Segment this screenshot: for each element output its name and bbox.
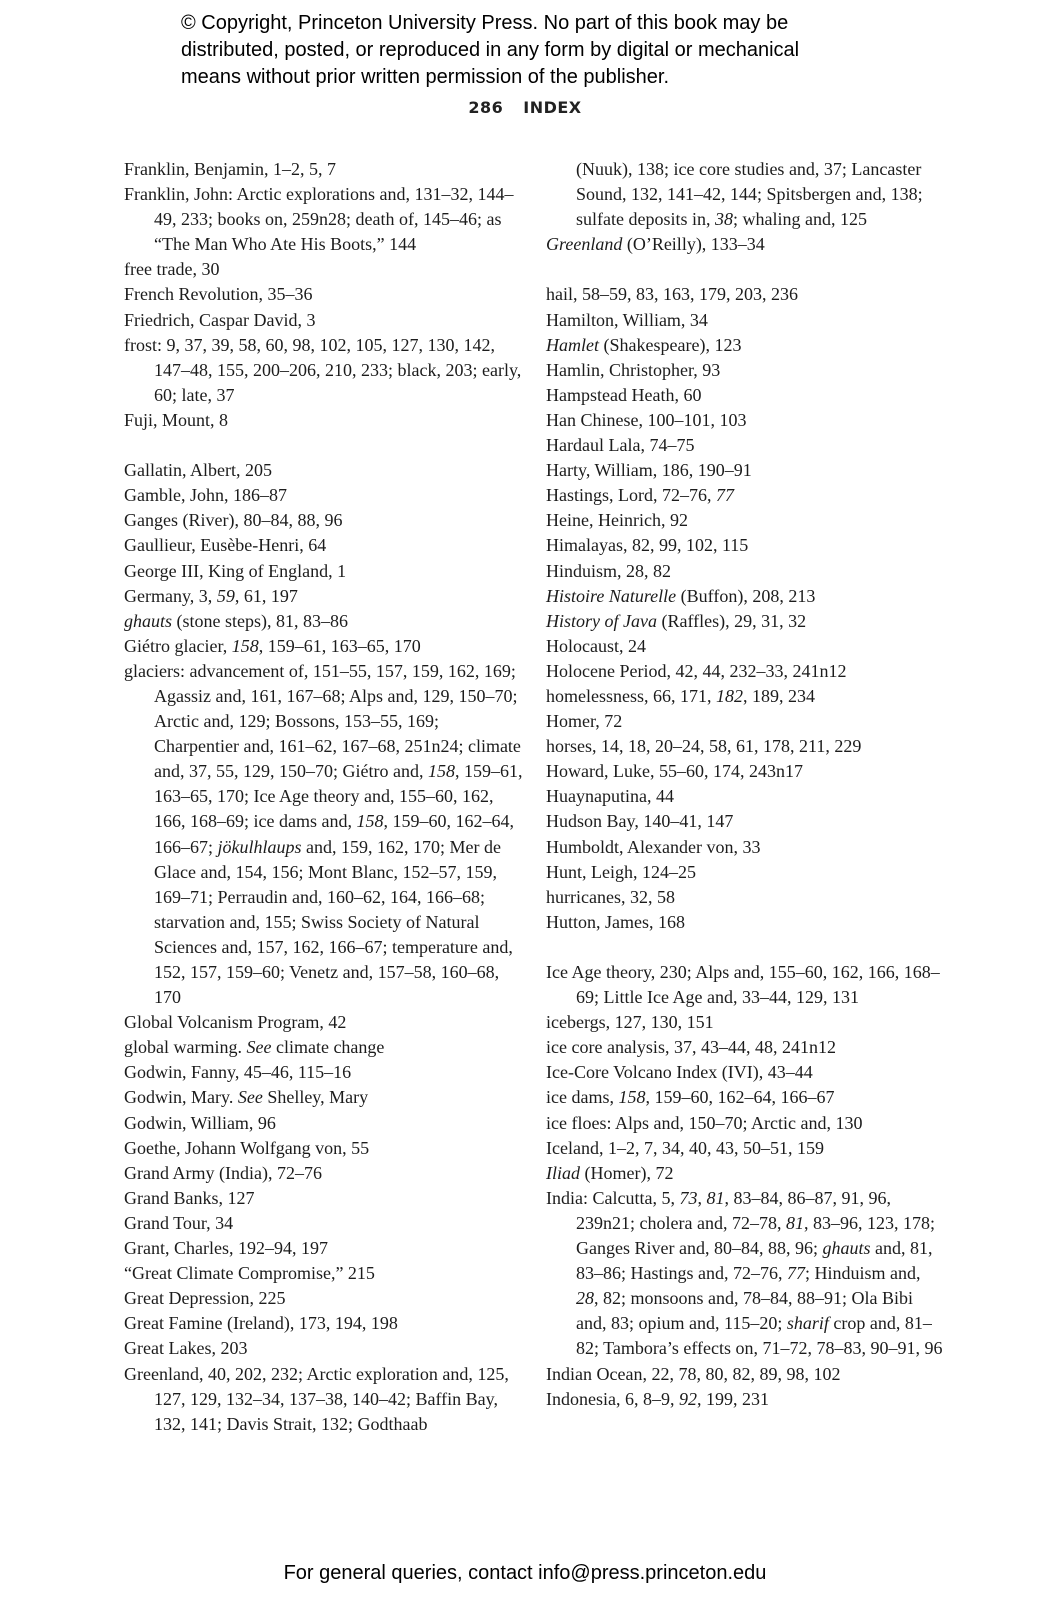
index-entry [124, 1286, 524, 1311]
italic-segment: 182 [716, 685, 743, 706]
text-segment: homelessness, 66, 171, [546, 685, 716, 706]
text-segment: Ice Age theory, 230; Alps and, 155–60, 162, 166, 168–69; Little Ice Age and, 33–44, 129, 131 [546, 962, 940, 1008]
text-segment: Godwin, William, 96 [124, 1112, 276, 1133]
index-entry [124, 1311, 524, 1336]
text-segment: horses, 14, 18, 20–24, 58, 61, 178, 211, 229 [546, 736, 862, 757]
copyright-notice [181, 10, 941, 91]
text-segment: crop and, 81–82; Tambora’s effects on, 71–72, 78–83, 90–91, 96 [576, 1313, 943, 1359]
index-entry [124, 333, 524, 408]
section-title: INDEX [523, 98, 582, 117]
index-entry [124, 308, 524, 333]
text-segment: Ice-Core Volcano Index (IVI), 43–44 [546, 1062, 813, 1083]
index-entry [124, 182, 524, 257]
footer-contact: For general queries, contact info@press.princeton.edu [283, 1562, 767, 1584]
text-segment: icebergs, 127, 130, 151 [546, 1012, 714, 1033]
index-entry [546, 1362, 946, 1387]
text-segment: Friedrich, Caspar David, 3 [124, 309, 316, 330]
italic-segment: ghauts [124, 610, 173, 631]
text-segment: Godwin, Fanny, 45–46, 115–16 [124, 1062, 352, 1083]
index-entry [124, 1336, 524, 1361]
italic-segment: ghauts [822, 1238, 871, 1259]
text-segment: Grand Tour, 34 [124, 1212, 234, 1233]
index-entry [124, 584, 524, 609]
running-head [0, 98, 1050, 117]
index-entry [546, 1161, 946, 1186]
index-entry [124, 533, 524, 558]
text-segment: Himalayas, 82, 99, 102, 115 [546, 535, 749, 556]
italic-segment: 59 [216, 585, 235, 606]
letter-group-gap [546, 935, 946, 960]
text-segment: (Raffles), 29, 31, 32 [656, 610, 807, 631]
text-segment: frost: 9, 37, 39, 58, 60, 98, 102, 105, 127, 130, 142, 147–48, 155, 200–206, 210, 233; black, 203; early, 60; late, 37 [124, 334, 522, 405]
text-segment: Franklin, Benjamin, 1–2, 5, 7 [124, 159, 336, 179]
index-entry [124, 257, 524, 282]
text-segment: (Homer), 72 [580, 1162, 674, 1183]
index-entry [546, 282, 946, 307]
italic-segment: See [246, 1037, 272, 1058]
text-segment: , 159–61, 163–65, 170 [258, 635, 421, 656]
text-segment: hurricanes, 32, 58 [546, 886, 675, 907]
text-segment: , 159–61, 163–65, 170; Ice Age theory and, 155–60, 162, 166, 168–69; ice dams and, [154, 761, 523, 832]
index-entry [546, 860, 946, 885]
index-entry [546, 408, 946, 433]
text-segment: Hamilton, William, 34 [546, 309, 708, 330]
letter-group-gap [546, 257, 946, 282]
text-segment: Hastings, Lord, 72–76, [546, 485, 716, 506]
index-entry [546, 1387, 946, 1412]
text-segment: , 199, 231 [696, 1388, 769, 1409]
index-entry [546, 885, 946, 910]
index-entry [546, 1085, 946, 1110]
index-entry [124, 1261, 524, 1286]
italic-segment: 77 [787, 1263, 805, 1284]
text-segment: , 83–96, 123, 178; Ganges River and, 80–84, 88, 96; [576, 1212, 935, 1259]
text-segment: Gamble, John, 186–87 [124, 485, 287, 506]
text-segment: Homer, 72 [546, 711, 623, 732]
index-entry [546, 358, 946, 383]
index-entry [546, 559, 946, 584]
index-entry [546, 835, 946, 860]
italic-segment: History of Java [546, 610, 657, 631]
index-entry [546, 784, 946, 809]
index-entry [124, 157, 524, 182]
text-segment: climate change [271, 1037, 385, 1058]
index-entry [546, 383, 946, 408]
italic-segment: Greenland [546, 234, 623, 255]
text-segment: ice dams, [546, 1087, 619, 1108]
italic-segment: 73 [679, 1187, 698, 1208]
index-entry [546, 634, 946, 659]
index-column-right [546, 157, 946, 1412]
index-entry [546, 1035, 946, 1060]
index-entry [124, 1111, 524, 1136]
index-entry [124, 458, 524, 483]
text-segment: Hampstead Heath, 60 [546, 384, 702, 405]
text-segment: Godwin, Mary. [124, 1087, 238, 1108]
index-entry [546, 684, 946, 709]
index-entry [124, 634, 524, 659]
text-segment: Grand Army (India), 72–76 [124, 1162, 322, 1183]
text-segment: , 159–60, 162–64, 166–67 [645, 1087, 835, 1108]
text-segment: “Great Climate Compromise,” 215 [124, 1263, 375, 1284]
copyright-line: © Copyright, Princeton University Press. No part of this book may be [181, 12, 789, 34]
text-segment: Harty, William, 186, 190–91 [546, 460, 752, 481]
index-entry [546, 1010, 946, 1035]
index-entry [546, 584, 946, 609]
text-segment: ice core analysis, 37, 43–44, 48, 241n12 [546, 1037, 836, 1058]
text-segment: French Revolution, 35–36 [124, 284, 313, 305]
italic-segment: 81 [785, 1212, 804, 1233]
text-segment: Holocene Period, 42, 44, 232–33, 241n12 [546, 660, 847, 681]
index-entry [546, 609, 946, 634]
index-entry [124, 1010, 524, 1035]
text-segment: Iceland, 1–2, 7, 34, 40, 43, 50–51, 159 [546, 1137, 824, 1158]
text-segment: hail, 58–59, 83, 163, 179, 203, 236 [546, 284, 798, 305]
italic-segment: Hamlet [546, 334, 599, 355]
index-entry-continuation [546, 157, 946, 232]
text-segment: Hudson Bay, 140–41, 147 [546, 811, 734, 832]
index-entry [546, 1136, 946, 1161]
index-entry [124, 1161, 524, 1186]
text-segment: Germany, 3, [124, 585, 217, 606]
index-entry [546, 333, 946, 358]
text-segment: Heine, Heinrich, 92 [546, 510, 688, 531]
index-entry [124, 1060, 524, 1085]
text-segment: Ganges (River), 80–84, 88, 96 [124, 510, 343, 531]
index-entry [124, 1136, 524, 1161]
text-segment: Great Lakes, 203 [124, 1338, 248, 1359]
italic-segment: 92 [678, 1388, 697, 1409]
index-entry [546, 533, 946, 558]
index-entry [124, 559, 524, 584]
index-entry [124, 483, 524, 508]
text-segment: free trade, 30 [124, 259, 220, 280]
text-segment: Greenland, 40, 202, 232; Arctic exploration and, 125, 127, 129, 132–34, 137–38, 140–42; Baffin Bay, 132, 141; Davis Strait, 132; Godthaab [124, 1363, 509, 1434]
page-number: 286 [468, 98, 504, 117]
text-segment: Hamlin, Christopher, 93 [546, 359, 721, 380]
text-segment: Grand Banks, 127 [124, 1187, 255, 1208]
index-entry [546, 709, 946, 734]
text-segment: Holocaust, 24 [546, 635, 646, 656]
text-segment: glaciers: advancement of, 151–55, 157, 159, 162, 169; Agassiz and, 161, 167–68; Alps and, 129, 150–70; Arctic and, 129; Bossons, 153–55, 169; Charpentier and, 161–62, 167–68, 251n24; climate and, 37, 55, 129, 150–70; Giétro and, [124, 660, 521, 782]
text-segment: India: Calcutta, 5, [546, 1187, 680, 1208]
text-segment: ice floes: Alps and, 150–70; Arctic and, 130 [546, 1112, 863, 1133]
index-entry [546, 232, 946, 257]
text-segment: Hardaul Lala, 74–75 [546, 435, 695, 456]
text-segment: Goethe, Johann Wolfgang von, 55 [124, 1137, 370, 1158]
text-segment: , 61, 197 [234, 585, 298, 606]
index-entry [124, 1186, 524, 1211]
index-entry [546, 1060, 946, 1085]
index-entry [124, 508, 524, 533]
index-entry [124, 659, 524, 1010]
text-segment: Gallatin, Albert, 205 [124, 460, 272, 481]
index-entry [546, 910, 946, 935]
copyright-line: distributed, posted, or reproduced in any form by digital or mechanical [181, 39, 800, 61]
italic-segment: 28 [576, 1288, 594, 1309]
text-segment: Huaynaputina, 44 [546, 786, 674, 807]
italic-segment: See [237, 1087, 263, 1108]
index-entry [546, 458, 946, 483]
text-segment: ; Hinduism and, [805, 1263, 921, 1284]
index-entry [546, 508, 946, 533]
index-entry [546, 308, 946, 333]
text-segment: Giétro glacier, [124, 635, 232, 656]
index-entry [124, 408, 524, 433]
text-segment: Indonesia, 6, 8–9, [546, 1388, 679, 1409]
italic-segment: jökulhlaups [217, 836, 302, 857]
index-entry [124, 1085, 524, 1110]
index-entry [546, 759, 946, 784]
text-segment: Hunt, Leigh, 124–25 [546, 861, 696, 882]
text-segment: (Buffon), 208, 213 [676, 585, 816, 606]
index-column-left [124, 157, 524, 1437]
text-segment: Indian Ocean, 22, 78, 80, 82, 89, 98, 102 [546, 1363, 841, 1384]
text-segment: Grant, Charles, 192–94, 197 [124, 1238, 328, 1259]
index-entry [546, 960, 946, 1010]
text-segment: Hinduism, 28, 82 [546, 560, 672, 581]
text-segment: Hutton, James, 168 [546, 911, 685, 932]
italic-segment: 158 [427, 761, 455, 782]
index-entry [124, 282, 524, 307]
text-segment: George III, King of England, 1 [124, 560, 347, 581]
text-segment: (stone steps), 81, 83–86 [172, 610, 348, 631]
index-entry [124, 1035, 524, 1060]
italic-segment: 77 [716, 485, 734, 506]
text-segment: and, 159, 162, 170; Mer de Glace and, 154, 156; Mont Blanc, 152–57, 159, 169–71; Perraudin and, 160–62, 164, 166–68; starvation and, 155; Swiss Society of Natural Sciences and, 157, 162, 166–67; temperature and, 152, 157, 159–60; Venetz and, 157–58, 160–68, 170 [154, 836, 513, 1008]
text-segment: Great Famine (Ireland), 173, 194, 198 [124, 1313, 398, 1334]
italic-segment: 158 [231, 635, 259, 656]
index-entry [546, 659, 946, 684]
text-segment: and, 81, 83–86; Hastings and, 72–76, [576, 1238, 933, 1284]
italic-segment: 38 [714, 209, 733, 230]
index-entry [546, 734, 946, 759]
text-segment: Great Depression, 225 [124, 1288, 286, 1309]
italic-segment: sharif [786, 1313, 829, 1334]
copyright-line: means without prior written permission of the publisher. [181, 66, 670, 88]
italic-segment: Histoire Naturelle [546, 585, 677, 606]
italic-segment: Iliad [546, 1162, 580, 1183]
text-segment: Howard, Luke, 55–60, 174, 243n17 [546, 761, 803, 782]
text-segment: (O’Reilly), 133–34 [622, 234, 765, 255]
italic-segment: 158 [356, 811, 384, 832]
text-segment: (Nuuk), 138; ice core studies and, 37; Lancaster Sound, 132, 141–42, 144; Spitsbergen and, 138; sulfate deposits in, [576, 159, 923, 230]
index-entry [124, 1236, 524, 1261]
text-segment: , 159–60, 162–64, 166–67; [154, 811, 514, 857]
index-entry [546, 483, 946, 508]
index-entry [124, 609, 524, 634]
index-entry [124, 1211, 524, 1236]
index-entry [546, 1111, 946, 1136]
index-entry [546, 433, 946, 458]
text-segment: Fuji, Mount, 8 [124, 409, 229, 430]
index-entry [546, 809, 946, 834]
text-segment: Gaullieur, Eusèbe-Henri, 64 [124, 535, 327, 556]
text-segment: global warming. [124, 1037, 247, 1058]
text-segment: Franklin, John: Arctic explorations and, 131–32, 144–49, 233; books on, 259n28; death of, 145–46; as “The Man Who Ate His Boots,” 144 [124, 184, 514, 255]
text-segment: , 82; monsoons and, 78–84, 88–91; Ola Bibi and, 83; opium and, 115–20; [576, 1288, 913, 1334]
italic-segment: 81 [706, 1187, 725, 1208]
text-segment: Global Volcanism Program, 42 [124, 1012, 347, 1033]
text-segment: ; whaling and, 125 [732, 209, 867, 230]
text-segment: , [697, 1187, 707, 1208]
text-segment: Han Chinese, 100–101, 103 [546, 409, 747, 430]
index-entry [546, 1186, 946, 1362]
letter-group-gap [124, 433, 524, 458]
text-segment: Humboldt, Alexander von, 33 [546, 836, 761, 857]
text-segment: (Shakespeare), 123 [599, 334, 742, 355]
index-entry [124, 1362, 524, 1437]
italic-segment: 158 [618, 1087, 646, 1108]
text-segment: , 189, 234 [743, 685, 815, 706]
text-segment: Shelley, Mary [262, 1087, 369, 1108]
text-segment: , 83–84, 86–87, 91, 96, 239n21; cholera and, 72–78, [576, 1187, 891, 1233]
